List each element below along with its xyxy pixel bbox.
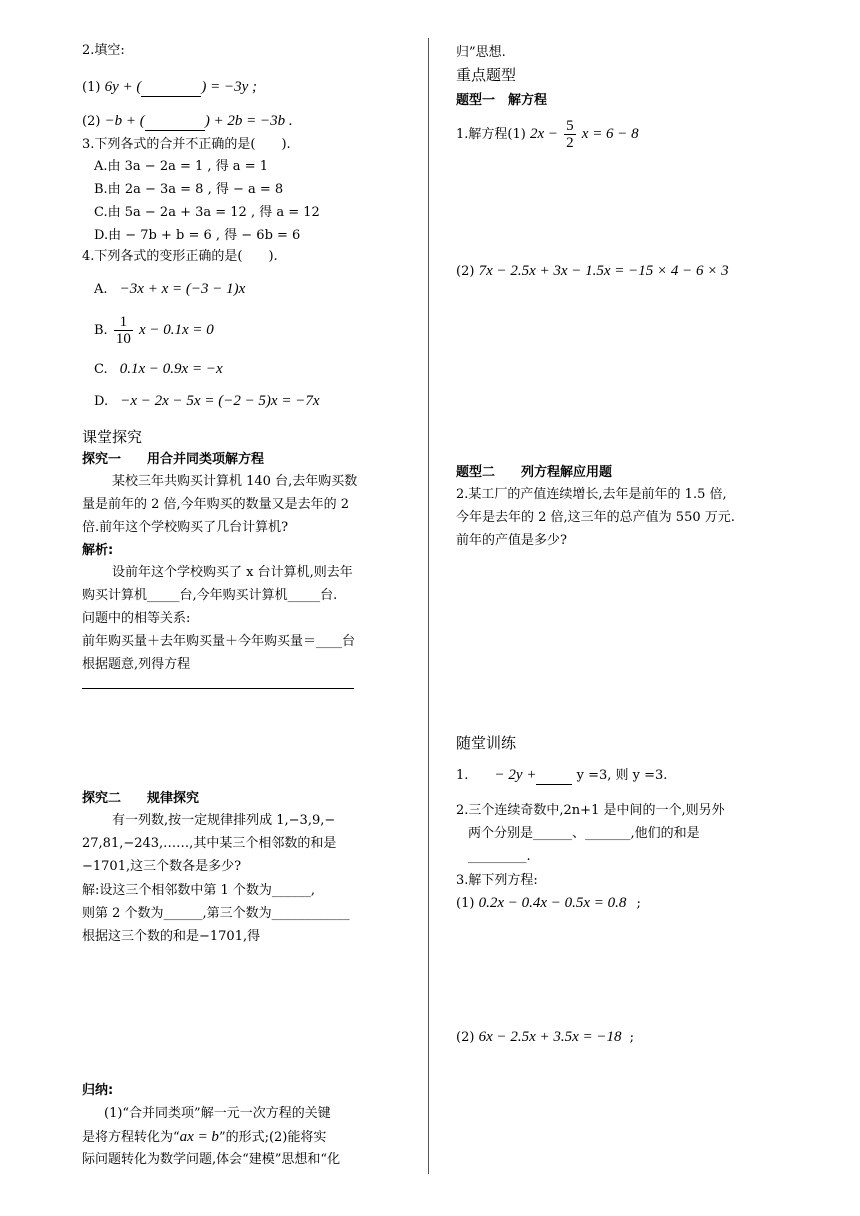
explore1-title: 探究一 用合并同类项解方程 [82,452,265,467]
summary-continuation: 归”思想. [456,45,506,60]
practice-item-2: 两个分别是______、_______,他们的和是 [468,826,700,841]
answer-blank[interactable] [141,82,201,97]
analysis-text: 前年购买量＋去年购买量＋今年购买量＝____台 [82,634,356,649]
type2-text: 今年是去年的 2 倍,这三年的总产值为 550 万元. [456,510,735,525]
explore2-text: 27,81,−243,……,其中某三个相邻数的和是 [82,836,337,851]
type2-text: 2.某工厂的产值连续增长,去年是前年的 1.5 倍, [456,487,727,502]
summary-text: 是将方程转化为“ax = b”的形式;(2)能将实 [82,1129,327,1145]
fraction: $\frac{1}{10}$ [115,314,131,347]
practice-item-1: 1. − 2y + y =3, 则 y =3. [456,767,668,783]
answer-blank[interactable] [536,770,572,785]
type1-equation-1: 1.解方程(1) 2x − $\frac{5}{2}$ x = 6 − 8 [456,118,639,151]
q3-option-d: D.由 − 7b + b = 6 , 得 − 6b = 6 [94,228,301,243]
key-types-title: 重点题型 [456,66,517,84]
type1-equation-2: (2) 7x − 2.5x + 3x − 1.5x = −15 × 4 − 6 × 3 [456,263,729,279]
practice-item-2: 2.三个连续奇数中,2n+1 是中间的一个,则另外 [456,803,725,818]
analysis-text: 设前年这个学校购买了 x 台计算机,则去年 [112,565,353,580]
q2-item-1: (1) 6y + ( ) = −3y ; [82,79,257,95]
summary-label: 归纳: [82,1083,114,1098]
q4-option-b: B. $\frac{1}{10}$ x − 0.1x = 0 [94,314,214,347]
q4-title: 4.下列各式的变形正确的是( ). [82,249,278,264]
q2-item-2: (2) −b + ( ) + 2b = −3b . [82,113,293,129]
type1-title: 题型一 解方程 [456,93,548,108]
answer-blank[interactable] [145,116,205,131]
explore2-solution: 则第 2 个数为______,第三个数为____________ [82,906,350,921]
practice-item-2: _________. [468,849,531,864]
q3-title: 3.下列各式的合并不正确的是( ). [82,137,291,152]
summary-text: (1)“合并同类项”解一元一次方程的关键 [104,1106,331,1121]
section-title: 课堂探究 [82,428,143,446]
type2-title: 题型二 列方程解应用题 [456,465,613,480]
explore1-text: 某校三年共购买计算机 140 台,去年购买数 [112,474,358,489]
column-divider [428,38,429,1174]
summary-text: 际问题转化为数学问题,体会“建模”思想和“化 [82,1152,341,1167]
practice-item-3-title: 3.解下列方程: [456,873,538,888]
q4-option-d: D. −x − 2x − 5x = (−2 − 5)x = −7x [94,393,320,409]
analysis-text: 购买计算机_____台,今年购买计算机_____台. [82,588,338,603]
explore2-text: 有一列数,按一定规律排列成 1,−3,9,− [112,813,336,828]
practice-item-3-2: (2) 6x − 2.5x + 3.5x = −18 ; [456,1029,635,1045]
explore2-solution: 解:设这三个相邻数中第 1 个数为______, [82,883,316,898]
explore2-title: 探究二 规律探究 [82,791,200,806]
fraction: $\frac{5}{2}$ [566,118,574,151]
analysis-label: 解析: [82,543,114,558]
explore1-text: 量是前年的 2 倍,今年购买的数量又是去年的 2 [82,497,350,512]
q3-option-b: B.由 2a − 3a = 8 , 得 − a = 8 [94,182,284,197]
q2-title: 2.填空: [82,43,125,58]
q3-option-a: A.由 3a − 2a = 1 , 得 a = 1 [94,159,268,174]
type2-text: 前年的产值是多少? [456,533,567,548]
q4-option-a: A. −3x + x = (−3 − 1)x [94,281,246,297]
q4-option-c: C. 0.1x − 0.9x = −x [94,361,223,377]
analysis-text: 根据题意,列得方程 [82,657,191,672]
explore2-solution: 根据这三个数的和是−1701,得 [82,929,261,944]
answer-line[interactable] [82,688,354,689]
explore1-text: 倍.前年这个学校购买了几台计算机? [82,520,289,535]
q3-option-c: C.由 5a − 2a + 3a = 12 , 得 a = 12 [94,205,320,220]
practice-item-3-1: (1) 0.2x − 0.4x − 0.5x = 0.8 ; [456,895,641,911]
analysis-text: 问题中的相等关系: [82,611,191,626]
practice-title: 随堂训练 [456,734,517,752]
explore2-text: −1701,这三个数各是多少? [82,859,242,874]
